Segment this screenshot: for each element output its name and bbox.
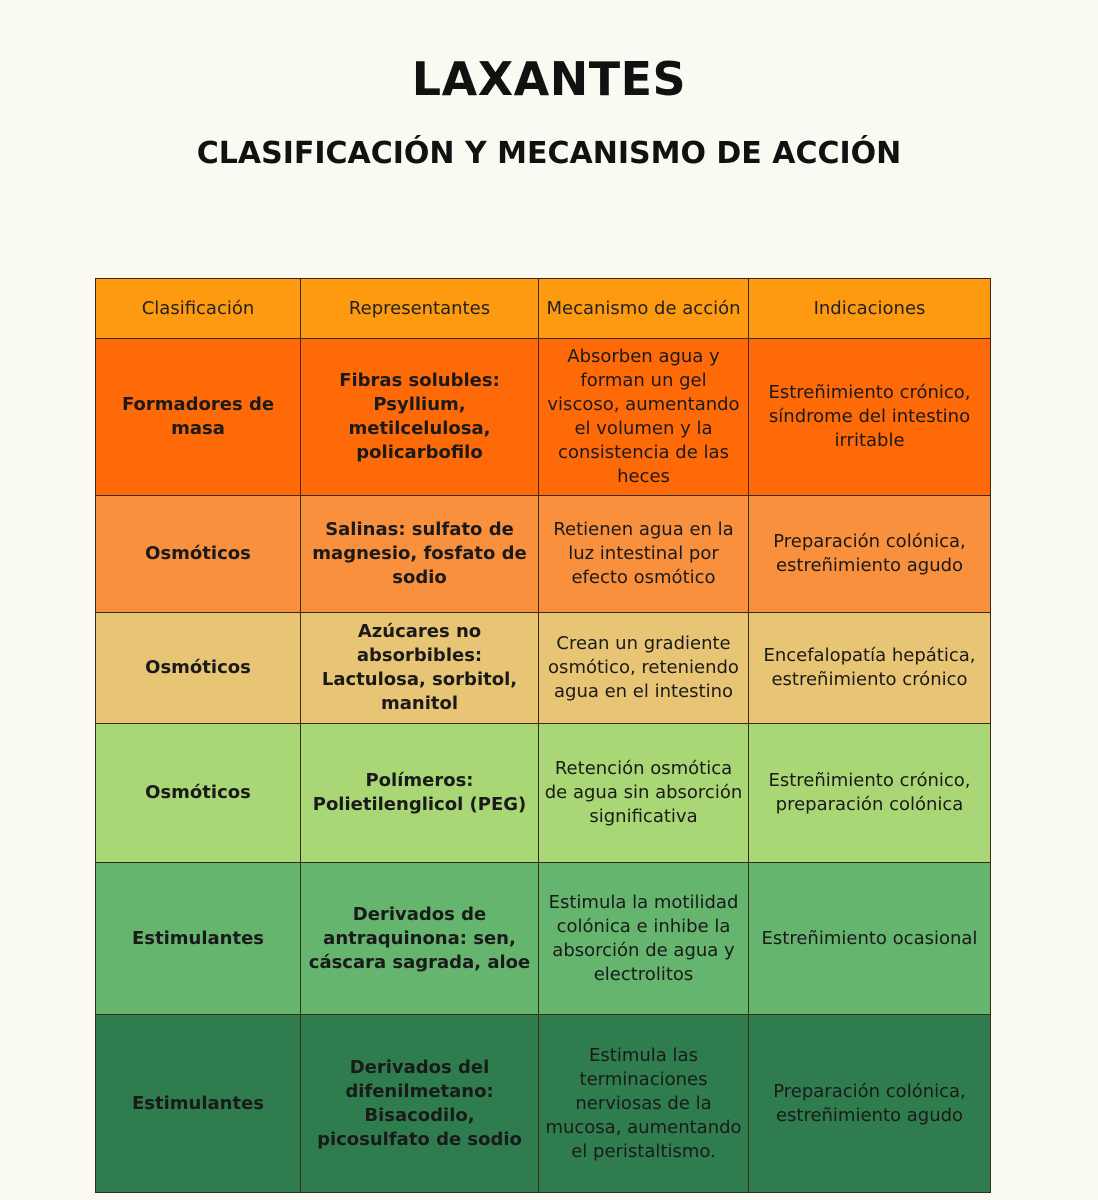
cell-mecanismo: Retención osmótica de agua sin absorción significativa <box>539 724 749 863</box>
cell-indicaciones: Estreñimiento ocasional <box>749 863 991 1015</box>
table-header-row <box>96 279 991 339</box>
cell-clasificacion: Formadores de masa <box>96 339 301 496</box>
cell-representantes: Azúcares no absorbibles: Lactulosa, sorbitol, manitol <box>301 613 539 724</box>
cell-mecanismo: Absorben agua y forman un gel viscoso, aumentando el volumen y la consistencia de las heces <box>539 339 749 496</box>
table-row <box>96 613 991 724</box>
cell-mecanismo: Estimula las terminaciones nerviosas de la mucosa, aumentando el peristaltismo. <box>539 1015 749 1193</box>
header-clasificacion: Clasificación <box>96 279 301 339</box>
cell-clasificacion: Estimulantes <box>96 1015 301 1193</box>
laxantes-table <box>95 278 991 1193</box>
cell-clasificacion: Osmóticos <box>96 496 301 613</box>
cell-mecanismo: Crean un gradiente osmótico, reteniendo agua en el intestino <box>539 613 749 724</box>
table-row <box>96 1015 991 1193</box>
cell-indicaciones: Estreñimiento crónico, preparación colónica <box>749 724 991 863</box>
header-mecanismo: Mecanismo de acción <box>539 279 749 339</box>
cell-representantes: Derivados del difenilmetano: Bisacodilo, picosulfato de sodio <box>301 1015 539 1193</box>
table-row <box>96 724 991 863</box>
cell-clasificacion: Estimulantes <box>96 863 301 1015</box>
header-representantes: Representantes <box>301 279 539 339</box>
page-subtitle: CLASIFICACIÓN Y MECANISMO DE ACCIÓN <box>196 136 902 171</box>
cell-representantes: Fibras solubles: Psyllium, metilcelulosa, policarbofilo <box>301 339 539 496</box>
table-row <box>96 496 991 613</box>
cell-representantes: Derivados de antraquinona: sen, cáscara sagrada, aloe <box>301 863 539 1015</box>
cell-indicaciones: Estreñimiento crónico, síndrome del intestino irritable <box>749 339 991 496</box>
header-indicaciones: Indicaciones <box>749 279 991 339</box>
cell-representantes: Polímeros: Polietilenglicol (PEG) <box>301 724 539 863</box>
table-row <box>96 863 991 1015</box>
cell-clasificacion: Osmóticos <box>96 724 301 863</box>
cell-mecanismo: Estimula la motilidad colónica e inhibe la absorción de agua y electrolitos <box>539 863 749 1015</box>
page-title: LAXANTES <box>411 52 687 106</box>
table-row <box>96 339 991 496</box>
cell-representantes: Salinas: sulfato de magnesio, fosfato de sodio <box>301 496 539 613</box>
cell-clasificacion: Osmóticos <box>96 613 301 724</box>
cell-mecanismo: Retienen agua en la luz intestinal por efecto osmótico <box>539 496 749 613</box>
cell-indicaciones: Preparación colónica, estreñimiento agudo <box>749 1015 991 1193</box>
cell-indicaciones: Preparación colónica, estreñimiento agudo <box>749 496 991 613</box>
cell-indicaciones: Encefalopatía hepática, estreñimiento crónico <box>749 613 991 724</box>
